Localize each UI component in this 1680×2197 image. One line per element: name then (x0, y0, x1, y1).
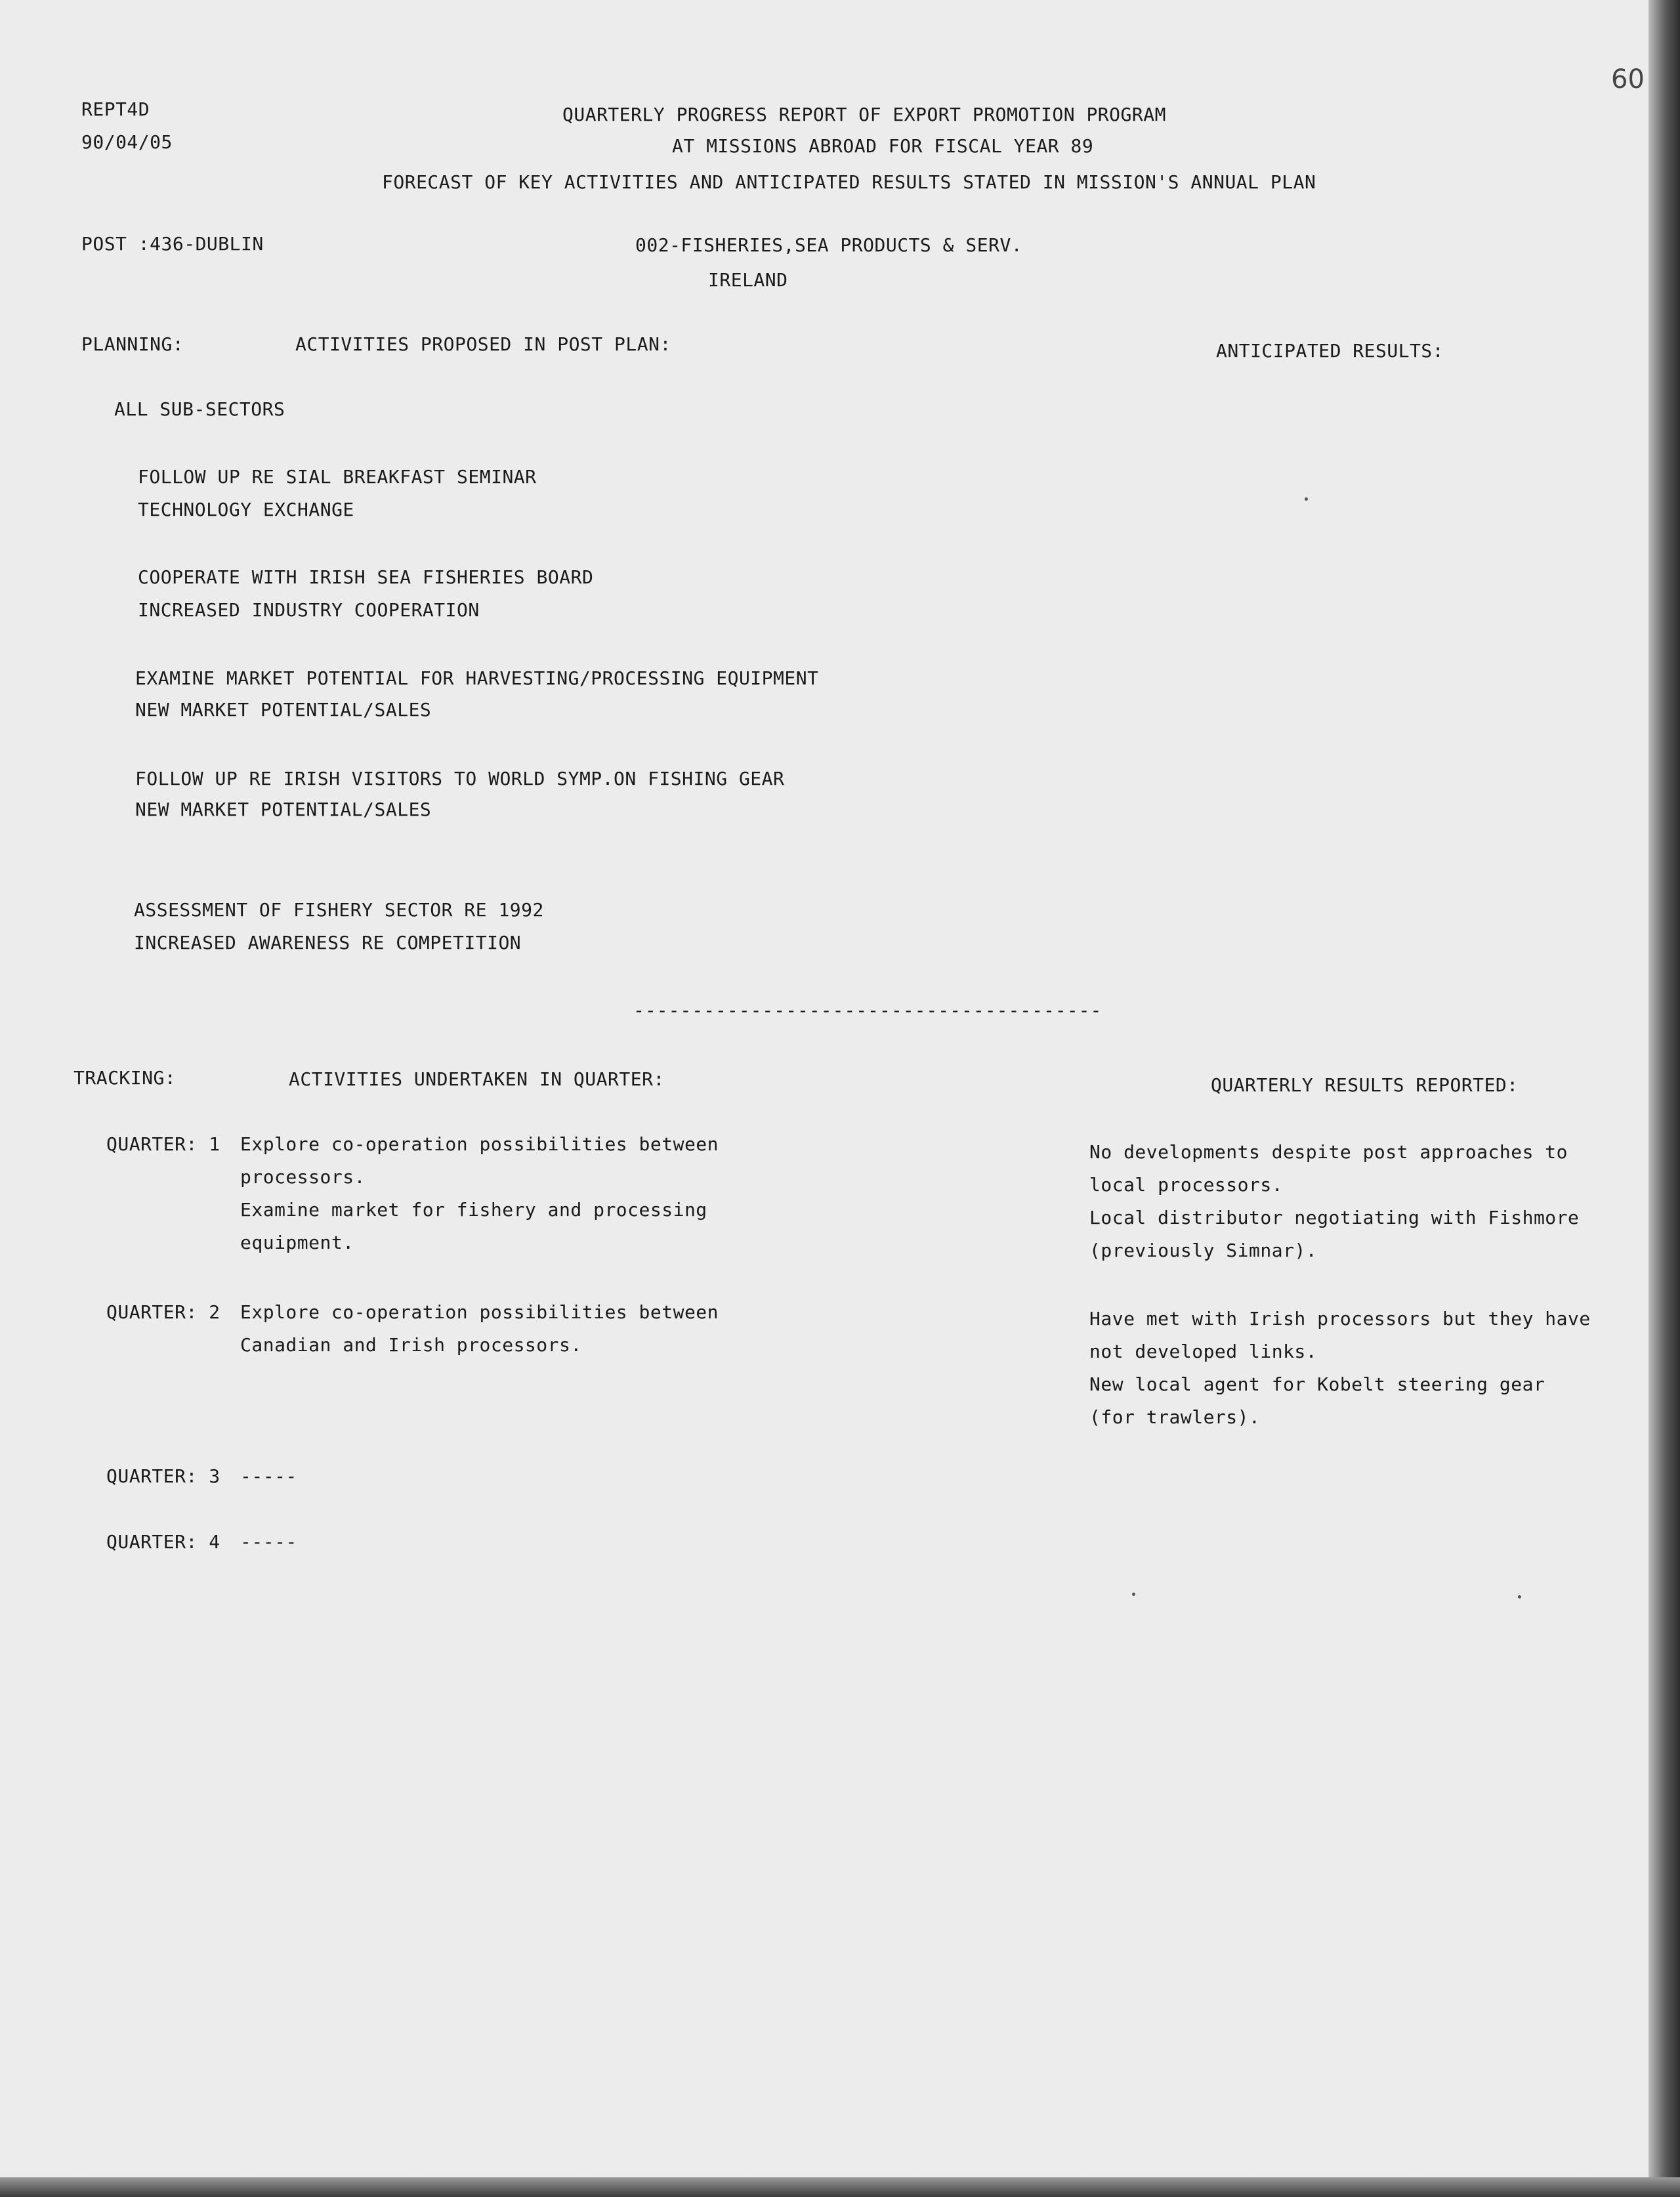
quarter-result-line: not developed links. (1089, 1341, 1318, 1362)
quarter-activity-line: equipment. (240, 1232, 354, 1253)
scan-speck (1518, 1595, 1521, 1599)
quarter-activity-line: ----- (240, 1531, 297, 1553)
planned-result: INCREASED INDUSTRY COOPERATION (138, 599, 480, 621)
quarter-activity-line: Canadian and Irish processors. (240, 1334, 582, 1356)
scan-bottom-edge (0, 2177, 1680, 2197)
page-number: 60 (1611, 64, 1645, 94)
quarter-activity-line: Explore co-operation possibilities between (240, 1301, 719, 1323)
tracking-activities-header: ACTIVITIES UNDERTAKEN IN QUARTER: (289, 1068, 665, 1090)
quarter-activity-line: Examine market for fishery and processing (240, 1199, 707, 1221)
section-divider: ---------------------------------------- (633, 999, 1102, 1021)
quarter-result-line: (for trawlers). (1089, 1406, 1261, 1428)
sector-label: 002-FISHERIES,SEA PRODUCTS & SERV. (635, 234, 1023, 256)
quarter-result-line: No developments despite post approaches to (1089, 1141, 1568, 1163)
quarter-label: QUARTER: 1 (106, 1133, 220, 1155)
quarter-result-line: (previously Simnar). (1089, 1240, 1318, 1261)
planned-result: INCREASED AWARENESS RE COMPETITION (134, 932, 522, 953)
quarter-result-line: local processors. (1089, 1174, 1284, 1196)
planned-activity: FOLLOW UP RE SIAL BREAKFAST SEMINAR (138, 466, 537, 488)
planned-result: NEW MARKET POTENTIAL/SALES (135, 799, 432, 820)
planned-activity: COOPERATE WITH IRISH SEA FISHERIES BOARD (138, 566, 594, 588)
report-date: 90/04/05 (81, 131, 173, 153)
report-title-line1: QUARTERLY PROGRESS REPORT OF EXPORT PROMOTION PROGRAM (562, 104, 1166, 125)
planning-label: PLANNING: (81, 333, 184, 355)
planned-activity: EXAMINE MARKET POTENTIAL FOR HARVESTING/PROCESSING EQUIPMENT (135, 667, 819, 689)
subsector-label: ALL SUB-SECTORS (114, 398, 285, 420)
tracking-label: TRACKING: (74, 1067, 177, 1089)
quarter-activity-line: Explore co-operation possibilities between (240, 1133, 719, 1155)
planning-activities-header: ACTIVITIES PROPOSED IN POST PLAN: (295, 333, 671, 355)
quarter-label: QUARTER: 4 (106, 1531, 220, 1553)
report-title-line2: AT MISSIONS ABROAD FOR FISCAL YEAR 89 (672, 135, 1094, 157)
scan-speck (1305, 497, 1308, 501)
quarter-result-line: Have met with Irish processors but they have (1089, 1308, 1591, 1329)
quarter-label: QUARTER: 2 (106, 1301, 220, 1323)
planning-results-header: ANTICIPATED RESULTS: (1216, 340, 1444, 362)
scan-right-edge (1648, 0, 1680, 2197)
quarter-result-line: New local agent for Kobelt steering gear (1089, 1373, 1545, 1395)
planned-result: TECHNOLOGY EXCHANGE (138, 499, 354, 520)
report-title-line3: FORECAST OF KEY ACTIVITIES AND ANTICIPATED RESULTS STATED IN MISSION'S ANNUAL PLAN (382, 171, 1316, 193)
planned-activity: FOLLOW UP RE IRISH VISITORS TO WORLD SYMP.ON FISHING GEAR (135, 768, 785, 789)
post-label: POST :436-DUBLIN (81, 233, 264, 255)
quarter-result-line: Local distributor negotiating with Fishmore (1089, 1207, 1580, 1228)
planned-activity: ASSESSMENT OF FISHERY SECTOR RE 1992 (134, 899, 544, 921)
scan-speck (1132, 1593, 1135, 1596)
bleed-through-text (1076, 394, 1610, 457)
tracking-results-header: QUARTERLY RESULTS REPORTED: (1211, 1074, 1519, 1096)
quarter-activity-line: ----- (240, 1465, 297, 1487)
country-label: IRELAND (708, 269, 788, 291)
planned-result: NEW MARKET POTENTIAL/SALES (135, 699, 432, 721)
report-code: REPT4D (81, 98, 150, 120)
quarter-label: QUARTER: 3 (106, 1465, 220, 1487)
quarter-activity-line: processors. (240, 1166, 366, 1188)
